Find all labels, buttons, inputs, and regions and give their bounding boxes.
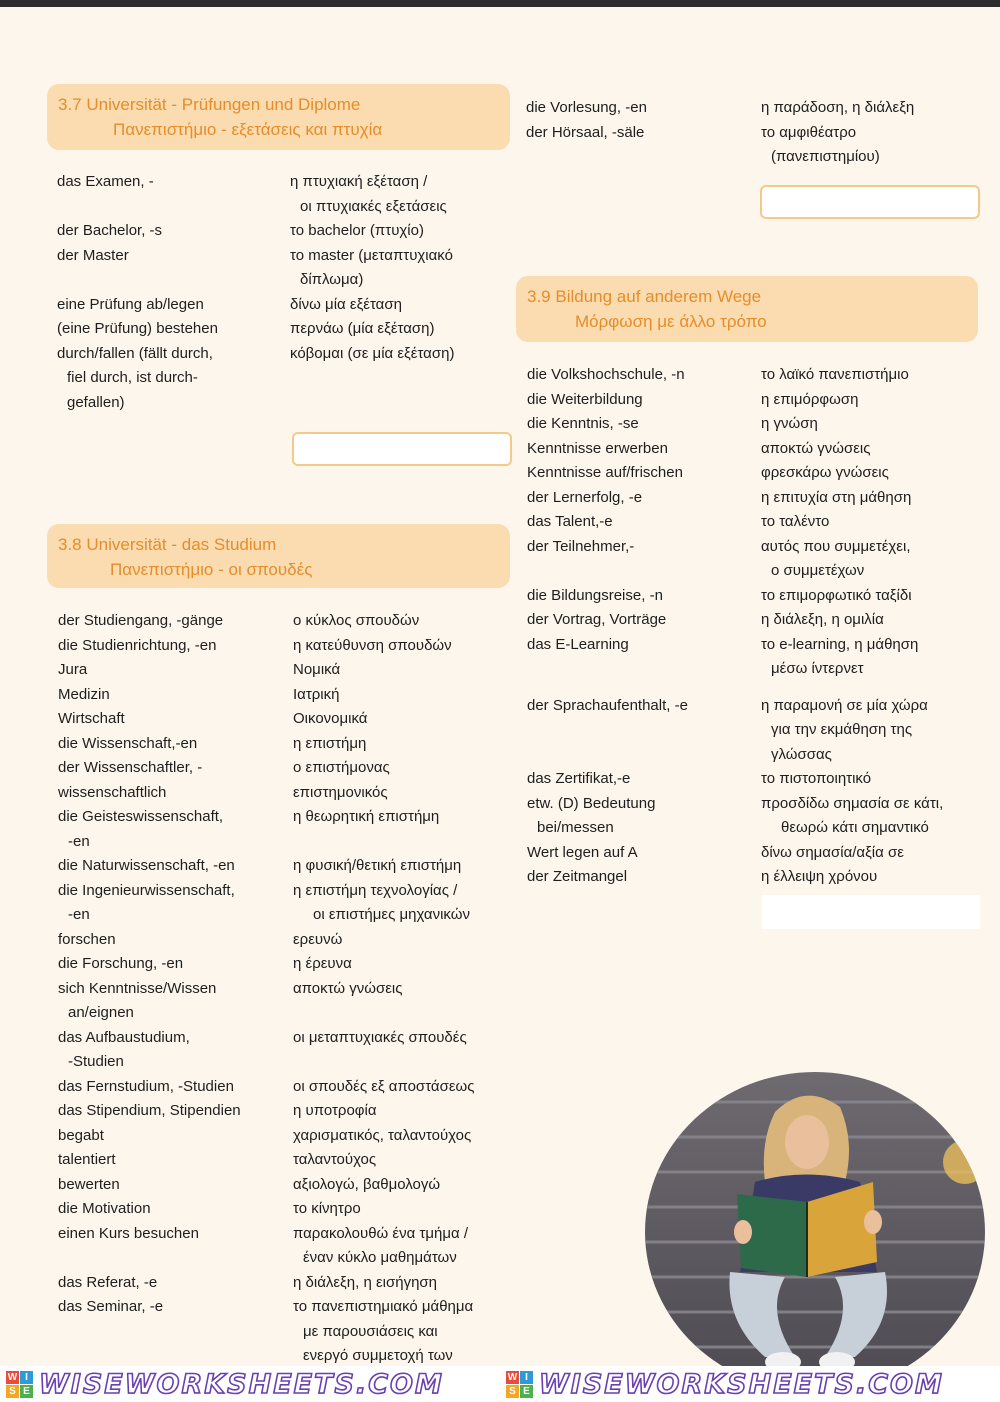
vocab-row: έναν κύκλο μαθημάτων <box>303 1249 457 1266</box>
vocab-row: die Vorlesung, -en η παράδοση, η διάλεξη <box>526 99 915 116</box>
vocab-row: δίπλωμα) <box>300 271 364 288</box>
section-title-de: 3.7 Universität - Prüfungen und Diplome <box>58 95 361 114</box>
footer-watermark <box>0 1366 1000 1402</box>
vocab-row: die Motivation το κίνητρο <box>58 1200 361 1217</box>
student-reading-illustration <box>645 1072 985 1392</box>
vocab-row: der Bachelor, -s το bachelor (πτυχίο) <box>57 222 424 239</box>
answer-box[interactable] <box>762 895 980 929</box>
section-title-gr: Πανεπιστήμιο - εξετάσεις και πτυχία <box>113 120 383 139</box>
vocab-row: durch/fallen (fällt durch, κόβομαι (σε μία εξέταση) <box>57 344 455 362</box>
brand-text: WISEWORKSHEETS.COM <box>39 1369 444 1400</box>
section-header-3-7 <box>47 84 510 150</box>
vocab-row: bei/messen θεωρώ κάτι σημαντικό <box>537 819 929 836</box>
section-header-3-9 <box>516 276 978 342</box>
vocab-row: die Geisteswissenschaft, η θεωρητική επιστήμη <box>58 808 440 825</box>
vocab-row: gefallen) <box>67 393 125 411</box>
vocab-row: etw. (D) Bedeutung προσδίδω σημασία σε κάτι, <box>527 794 944 812</box>
answer-box[interactable] <box>760 185 980 219</box>
vocab-row: der Vortrag, Vorträge η διάλεξη, η ομιλία <box>527 611 884 628</box>
vocab-row: die Kenntnis, -se η γνώση <box>527 415 818 432</box>
vocab-row: der Studiengang, -gänge ο κύκλος σπουδών <box>58 612 420 629</box>
vocab-row: Kenntnisse auf/frischen φρεσκάρω γνώσεις <box>527 464 889 481</box>
vocab-row: (eine Prüfung) bestehen περνάω (μία εξέταση) <box>57 320 435 337</box>
vocab-row: -en οι επιστήμες μηχανικών <box>68 906 470 923</box>
vocab-row: das Seminar, -e το πανεπιστημιακό μάθημα <box>58 1298 474 1315</box>
vocab-row: die Volkshochschule, -n το λαϊκό πανεπιστήμιο <box>527 366 909 383</box>
vocab-row: die Ingenieurwissenschaft, η επιστήμη τεχνολογίας / <box>58 881 458 899</box>
vocab-row: Jura Νομικά <box>58 661 341 678</box>
vocab-row: Kenntnisse erwerben αποκτώ γνώσεις <box>527 439 871 457</box>
brand-watermark-right <box>506 1369 944 1400</box>
vocab-list-3-8 <box>58 609 513 1369</box>
section-title-gr: Πανεπιστήμιο - οι σπουδές <box>110 560 313 579</box>
vocab-row: der Sprachaufenthalt, -e η παραμονή σε μία χώρα <box>527 696 928 714</box>
vocab-list-3-9 <box>527 363 967 890</box>
vocab-row: das E-Learning το e-learning, η μάθηση <box>527 635 919 653</box>
vocab-row: das Fernstudium, -Studien οι σπουδές εξ αποστάσεως <box>58 1077 475 1095</box>
vocab-row: eine Prüfung ab/legen δίνω μία εξέταση <box>57 295 402 313</box>
vocab-row: για την εκμάθηση της <box>771 721 913 738</box>
vocab-row: das Aufbaustudium, οι μεταπτυχιακές σπουδές <box>58 1028 467 1046</box>
vocab-row: -Studien <box>68 1053 124 1070</box>
top-edge-bar <box>0 0 1000 7</box>
vocab-row: das Zertifikat,-e το πιστοποιητικό <box>527 770 872 787</box>
vocab-row: bewerten αξιολογώ, βαθμολογώ <box>58 1175 441 1193</box>
vocab-row: die Naturwissenschaft, -en η φυσική/θετική επιστήμη <box>58 857 462 874</box>
vocab-row: an/eignen <box>68 1004 134 1021</box>
vocab-row: der Lernerfolg, -e η επιτυχία στη μάθηση <box>527 488 912 506</box>
vocab-row: ενεργό συμμετοχή των <box>303 1347 453 1364</box>
vocab-list-3-7 <box>57 170 512 415</box>
vocab-row: talentiert ταλαντούχος <box>58 1151 377 1168</box>
vocab-row: γλώσσας <box>771 745 832 763</box>
section-title-gr: Μόρφωση με άλλο τρόπο <box>575 312 767 331</box>
vocab-row: die Bildungsreise, -n το επιμορφωτικό ταξίδι <box>527 586 912 604</box>
vocab-row: wissenschaftlich επιστημονικός <box>58 783 388 801</box>
vocab-row: der Master το master (μεταπτυχιακό <box>57 246 453 264</box>
vocab-row: der Wissenschaftler, - ο επιστήμονας <box>58 759 390 776</box>
vocab-row: die Forschung, -en η έρευνα <box>58 955 352 972</box>
brand-watermark-left <box>6 1369 444 1400</box>
vocab-row: με παρουσιάσεις και <box>303 1322 438 1340</box>
vocab-row: der Teilnehmer,- αυτός που συμμετέχει, <box>527 537 911 555</box>
vocab-row: das Referat, -e η διάλεξη, η εισήγηση <box>58 1273 438 1291</box>
vocab-row: forschen ερευνώ <box>58 930 343 948</box>
vocab-row: einen Kurs besuchen παρακολουθώ ένα τμήμα / <box>58 1224 469 1242</box>
brand-text: WISEWORKSHEETS.COM <box>539 1369 944 1400</box>
vocab-row: ο συμμετέχων <box>771 562 865 579</box>
vocab-row: (πανεπιστημίου) <box>771 148 880 165</box>
vocab-row: die Weiterbildung η επιμόρφωση <box>527 390 859 408</box>
vocab-row: der Zeitmangel η έλλειψη χρόνου <box>527 868 878 885</box>
vocab-row: μέσω ίντερνετ <box>771 660 864 677</box>
vocab-row: sich Kenntnisse/Wissen αποκτώ γνώσεις <box>58 979 403 997</box>
student-reading-photo <box>645 1072 985 1392</box>
vocab-row: begabt χαρισματικός, ταλαντούχος <box>58 1126 472 1144</box>
vocab-row: -en <box>68 832 90 850</box>
vocab-row: Medizin Ιατρική <box>58 685 340 703</box>
vocab-list-3-8-continued <box>526 96 966 170</box>
vocab-row: Wirtschaft Οικονομικά <box>58 710 368 727</box>
brand-logo-icon: W I S E <box>6 1371 33 1398</box>
vocab-row: das Stipendium, Stipendien η υποτροφία <box>58 1102 377 1119</box>
vocab-row: der Hörsaal, -säle το αμφιθέατρο <box>526 123 857 141</box>
section-title-de: 3.9 Bildung auf anderem Wege <box>527 287 762 306</box>
vocab-row: οι πτυχιακές εξετάσεις <box>300 197 447 215</box>
vocab-row: die Studienrichtung, -en η κατεύθυνση σπουδών <box>58 636 452 654</box>
vocab-row: die Wissenschaft,-en η επιστήμη <box>58 734 367 752</box>
section-header-3-8 <box>47 524 510 588</box>
section-title-de: 3.8 Universität - das Studium <box>58 535 277 554</box>
vocab-row: Wert legen auf A δίνω σημασία/αξία σε <box>527 843 904 861</box>
brand-logo-icon: W I S E <box>506 1371 533 1398</box>
vocab-row: das Examen, - η πτυχιακή εξέταση / <box>57 173 428 190</box>
vocab-row: das Talent,-e το ταλέντο <box>527 513 830 530</box>
answer-box[interactable] <box>292 432 512 466</box>
vocab-row: fiel durch, ist durch- <box>67 369 198 386</box>
